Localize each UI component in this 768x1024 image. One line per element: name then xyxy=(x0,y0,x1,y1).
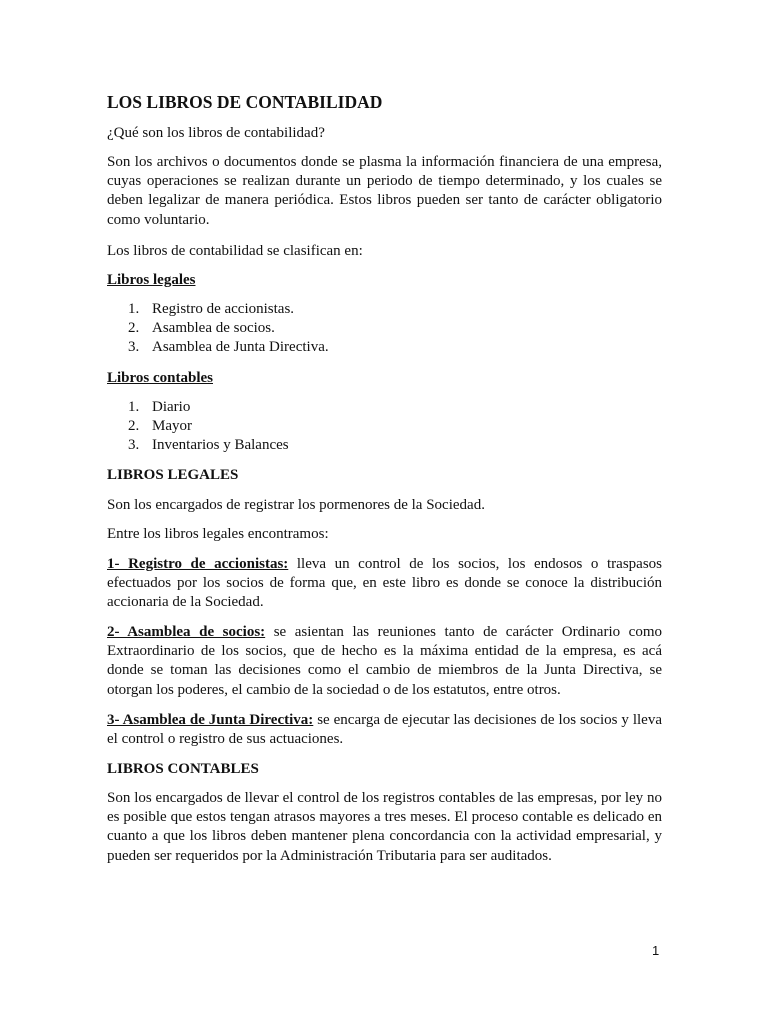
section-accounting-title: LIBROS CONTABLES xyxy=(107,761,259,777)
item-asamblea-socios: 2- Asamblea de socios: se asientan las reuniones tanto de carácter Ordinario como Extraordinario de los socios, que de hecho es la máxima entidad de la empresa, es acá donde se toman las decisiones como el cambio de miembros de la Junta Directiva, se otorgan los poderes, el cambio de la sociedad o de los estatutos, entre otros. xyxy=(107,624,662,698)
section-legal-paragraph: Son los encargados de registrar los pormenores de la Sociedad. xyxy=(107,497,485,513)
item-label: 2- Asamblea de socios: xyxy=(107,624,266,640)
item-label: 1- Registro de accionistas: xyxy=(107,556,289,572)
item-registro-accionistas: 1- Registro de accionistas: lleva un control de los socios, los endosos o traspasos efectuados por los socios de forma que, en este libro es donde se conoce la distribución accionaria de la Sociedad. xyxy=(107,556,662,611)
item-asamblea-junta: 3- Asamblea de Junta Directiva: se encarga de ejecutar las decisiones de los socios y lleva el control o registro de sus actuaciones. xyxy=(107,712,662,748)
document-title: LOS LIBROS DE CONTABILIDAD xyxy=(107,92,383,112)
classification-intro: Los libros de contabilidad se clasifican en: xyxy=(107,243,363,259)
section-legal-intro: Entre los libros legales encontramos: xyxy=(107,526,329,542)
accounting-books-list xyxy=(128,398,289,456)
definition-paragraph: Son los archivos o documentos donde se plasma la información financiera de una empresa, cuyas operaciones se realizan durante un periodo de tiempo determinado, y los cuales se deben legalizar de manera periódica. Estos libros pueden ser tanto de carácter obligatorio como voluntario. xyxy=(107,154,662,228)
list-item: 1. Diario xyxy=(128,399,191,415)
item-label: 3- Asamblea de Junta Directiva: xyxy=(107,712,314,728)
list-item: 2. Asamblea de socios. xyxy=(128,320,275,337)
section-accounting-paragraph: Son los encargados de llevar el control de los registros contables de las empresas, por ley no es posible que estos tengan atrasos mayores a tres meses. El proceso contable es delicado en cuanto a que los libros deben mantener plena concordancia con la actividad empresarial, y pueden ser requeridos por la Administración Tributaria para ser auditados. xyxy=(107,790,662,864)
section-legal-title: LIBROS LEGALES xyxy=(107,467,239,483)
question-line: ¿Qué son los libros de contabilidad? xyxy=(107,125,325,141)
page-number: 1 xyxy=(652,943,660,958)
list-item: 3. Asamblea de Junta Directiva. xyxy=(128,339,329,356)
list-item: 2. Mayor xyxy=(128,418,192,435)
accounting-books-heading: Libros contables xyxy=(107,370,213,386)
legal-books-heading: Libros legales xyxy=(107,272,196,288)
list-item: 1. Registro de accionistas. xyxy=(128,301,295,317)
list-item: 3. Inventarios y Balances xyxy=(128,437,289,454)
legal-books-list xyxy=(128,300,329,358)
